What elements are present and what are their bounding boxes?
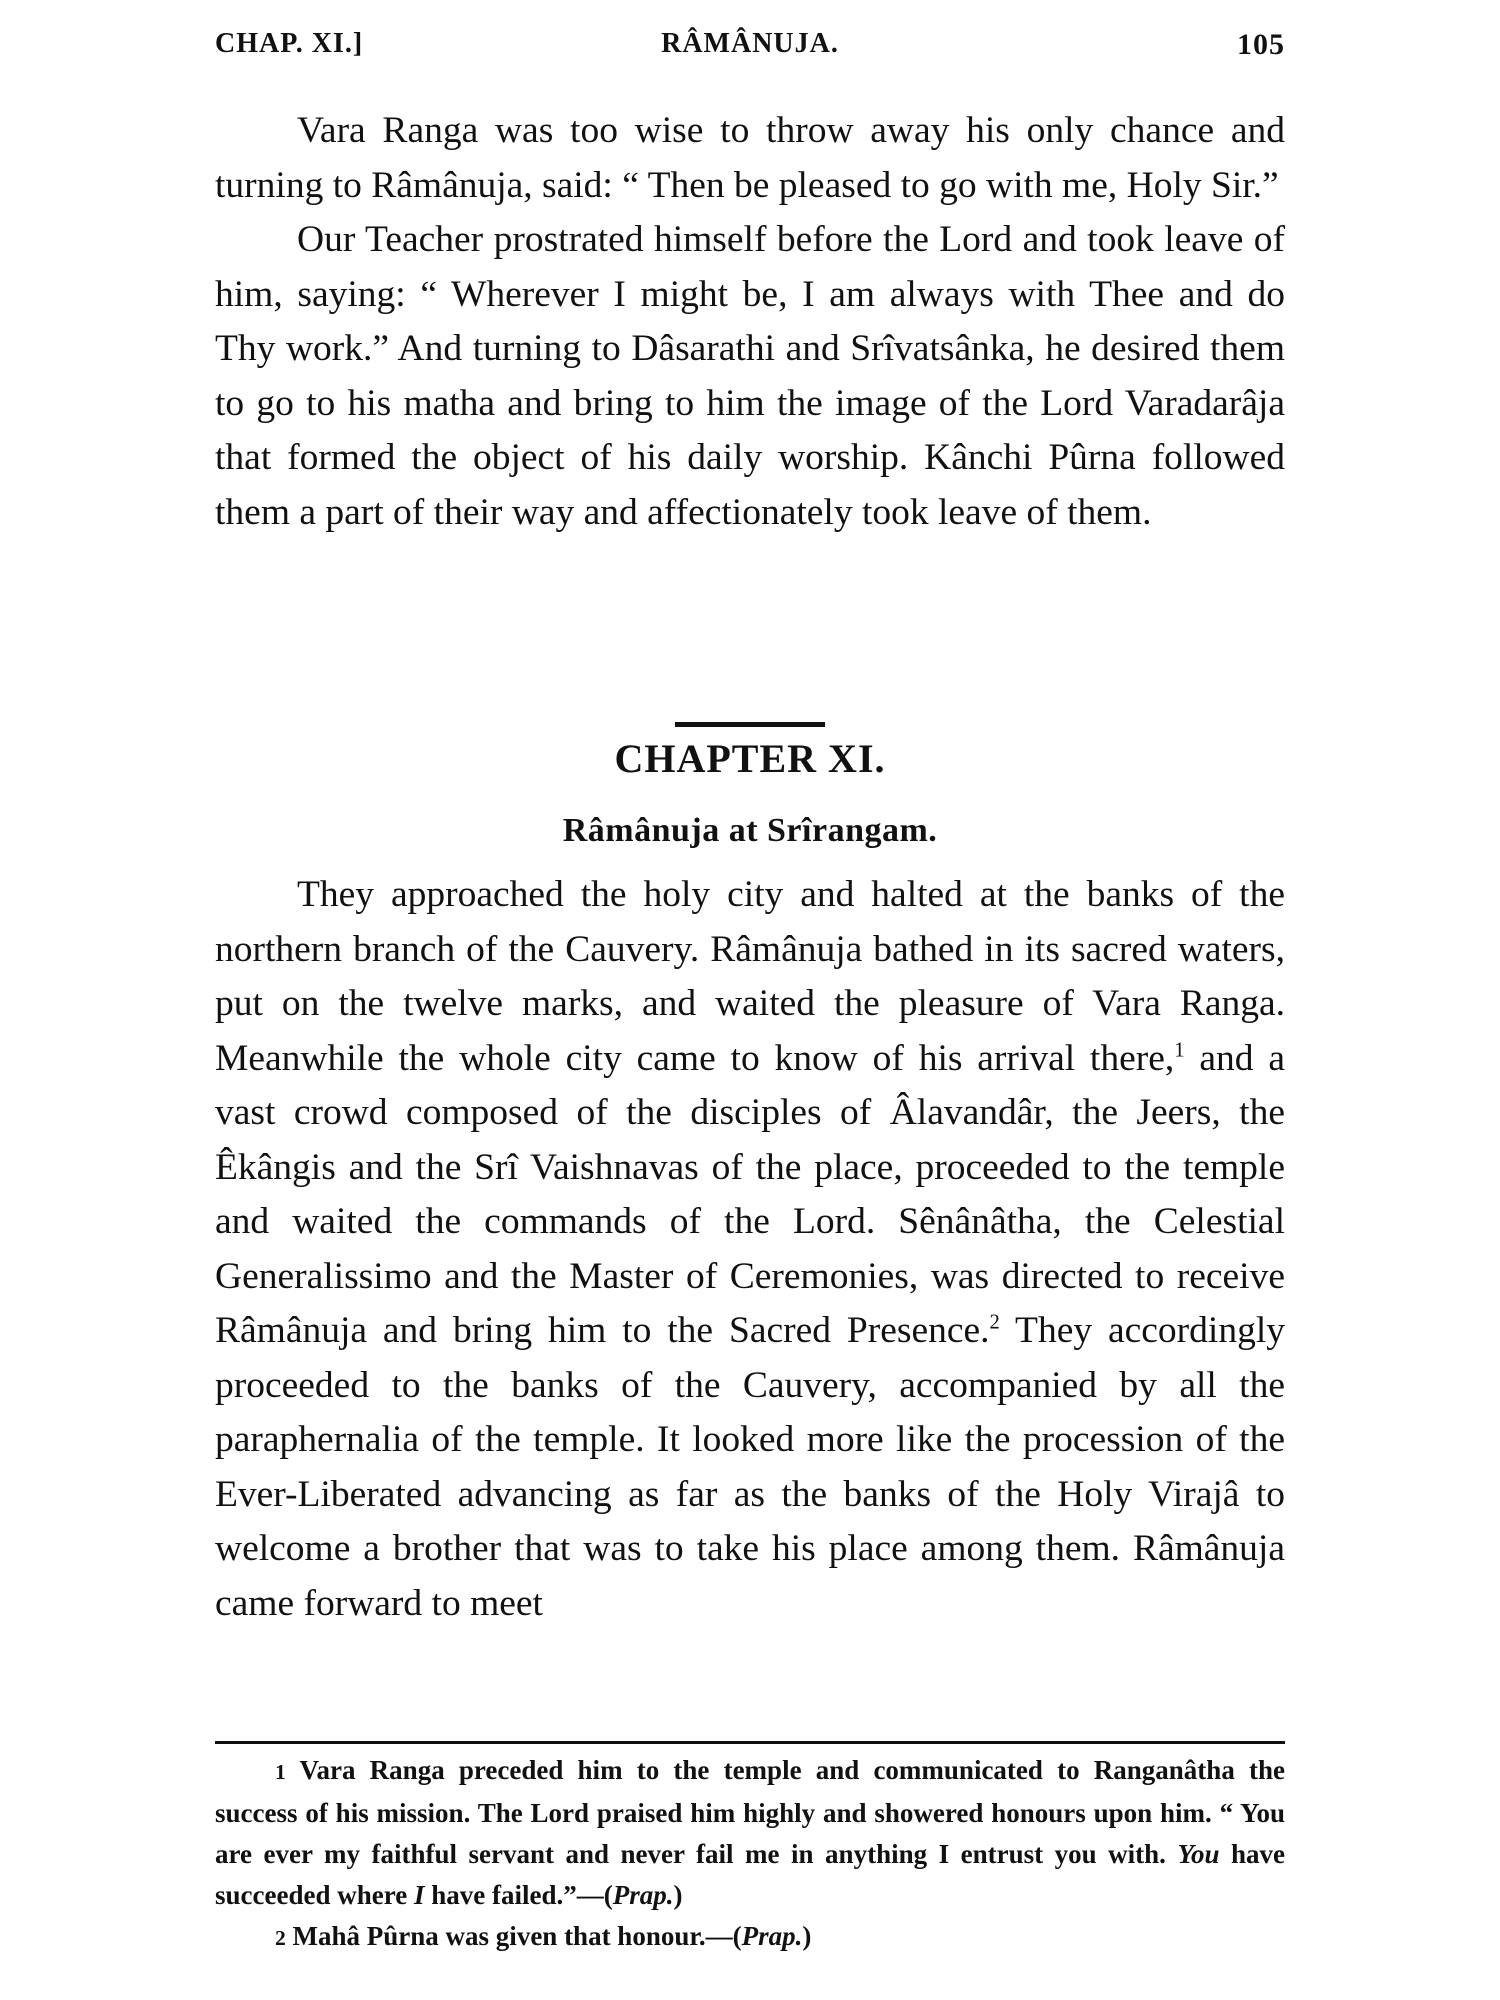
footnote-italic: You — [1177, 1839, 1220, 1869]
footnotes — [215, 1750, 1285, 1959]
chapter-divider-rule — [675, 722, 825, 727]
previous-chapter-text — [215, 104, 1285, 540]
footnote — [215, 1750, 1285, 1916]
footnote-text: Mahâ Pûrna was given that honour.—( — [292, 1921, 742, 1951]
running-head-title: RÂMÂNUJA. — [661, 28, 839, 59]
footnote-text: have succeeded where — [215, 1839, 1285, 1910]
paragraph-text: They accordingly proceeded to the banks of the Cauvery, accompanied by all the paraphernalia of the temple. It looked more like the procession of the Ever-Liberated advancing as far as the banks of the Holy Virajâ to welcome a brother that was to take his place among them. Râmânuja came forward to meet — [215, 1310, 1285, 1624]
footnote-text: ) — [802, 1921, 812, 1951]
footnote-citation: Prap. — [612, 1880, 674, 1910]
footnote-rule — [215, 1741, 1285, 1744]
footnote-number: 1 — [275, 1760, 286, 1784]
chapter-title: CHAPTER XI. — [614, 736, 886, 781]
paragraph: Our Teacher prostrated himself before the Lord and took leave of him, saying: “ Wherever I might be, I am always with Thee and do Thy work.” And turning to Dâsarathi and Srîvatsânka, he desired them to go to his matha and bring to him the image of the Lord Varadarâja that formed the object of his daily worship. Kânchi Pûrna followed them a part of their way and affectionately took leave of them. — [215, 219, 1285, 533]
footnote — [215, 1916, 1285, 1959]
paragraph: Vara Ranga was too wise to throw away his only chance and turning to Râmânuja, said: “ Then be pleased to go with me, Holy Sir.” — [215, 110, 1285, 206]
running-head — [215, 28, 1285, 68]
paragraph-text: and a vast crowd composed of the disciples of Âlavandâr, the Jeers, the Êkângis and the Srî Vaishnavas of the place, proceeded to the temple and waited the commands of the Lord. Sênânâtha, the Celestial Generalissimo and the Master of Ceremonies, was directed to receive Râmânuja and bring him to the Sacred Presence. — [215, 1037, 1285, 1351]
footnote-text: ) — [673, 1880, 683, 1910]
page-number: 105 — [1237, 28, 1285, 61]
chapter-subtitle: Râmânuja at Srîrangam. — [562, 812, 938, 849]
chapter-body-text — [215, 868, 1285, 1631]
paragraph-text: They approached the holy city and halted at the banks of the northern branch of the Cauvery. Râmânuja bathed in its sacred waters, put on the twelve marks, and waited the pleasure of Vara Ranga. Meanwhile the whole city came to know of his arrival there, — [215, 874, 1285, 1079]
footnote-text: have failed.”—( — [424, 1880, 613, 1910]
footnote-italic: I — [413, 1880, 425, 1910]
footnote-number: 2 — [275, 1926, 286, 1950]
footnote-reference: 1 — [1174, 1039, 1185, 1061]
footnote-citation: Prap. — [741, 1921, 803, 1951]
footnote-text: Vara Ranga preceded him to the temple and communicated to Ranganâtha the success of his mission. The Lord praised him highly and showered honours upon him. “ You are ever my faithful servant and never fail me in anything I entrust you with. — [215, 1755, 1285, 1869]
footnote-reference: 2 — [989, 1311, 1000, 1334]
paragraph — [215, 868, 1285, 1631]
running-head-chapter: CHAP. XI.] — [215, 28, 364, 59]
